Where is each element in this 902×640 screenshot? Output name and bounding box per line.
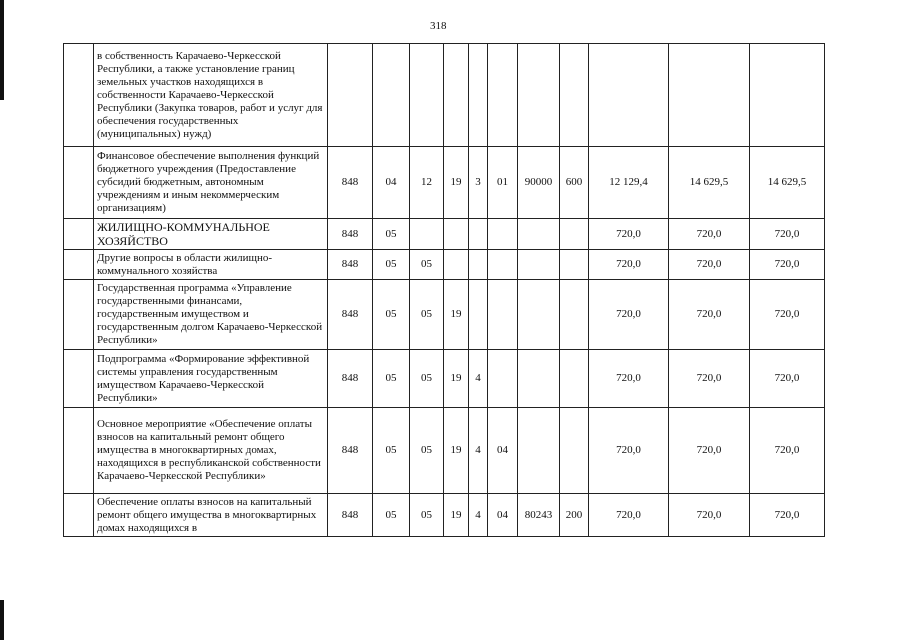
row-description: Финансовое обеспечение выполнения функций бюджетного учреждения (Предоставление субсидий бюджетным, автономным учреждениям и иным некоммерческим организациям) (94, 147, 328, 219)
row-description: ЖИЛИЩНО-КОММУНАЛЬНОЕ ХОЗЯЙСТВО (94, 219, 328, 250)
cell-section: 05 (373, 350, 410, 408)
cell-sum-2 (669, 44, 750, 147)
blank-cell (64, 250, 94, 280)
cell-ministry: 848 (328, 494, 373, 537)
cell-subsection: 05 (410, 408, 444, 494)
table-row (64, 250, 825, 280)
cell-event: 01 (488, 147, 518, 219)
cell-expense-type: 600 (560, 147, 589, 219)
cell-sum-3: 720,0 (750, 408, 825, 494)
cell-sum-3: 720,0 (750, 280, 825, 350)
cell-event (488, 250, 518, 280)
cell-direction: 90000 (518, 147, 560, 219)
cell-sum-2: 720,0 (669, 280, 750, 350)
cell-subprogram: 4 (469, 350, 488, 408)
cell-sum-3: 720,0 (750, 350, 825, 408)
cell-sum-3: 720,0 (750, 219, 825, 250)
cell-event (488, 280, 518, 350)
scan-edge-mark-bottom (0, 600, 4, 640)
cell-sum-3: 720,0 (750, 250, 825, 280)
table-row (64, 350, 825, 408)
cell-subsection (410, 219, 444, 250)
cell-ministry: 848 (328, 147, 373, 219)
cell-expense-type (560, 350, 589, 408)
cell-direction (518, 44, 560, 147)
cell-ministry: 848 (328, 408, 373, 494)
row-description: Обеспечение оплаты взносов на капитальный ремонт общего имущества в многоквартирных домах находящихся в (94, 494, 328, 537)
table-row (64, 280, 825, 350)
cell-sum-2: 720,0 (669, 250, 750, 280)
cell-sum-3 (750, 44, 825, 147)
cell-sum-1: 720,0 (589, 494, 669, 537)
cell-program (444, 250, 469, 280)
cell-subprogram: 4 (469, 408, 488, 494)
cell-expense-type (560, 219, 589, 250)
cell-sum-1: 720,0 (589, 408, 669, 494)
table-row (64, 147, 825, 219)
cell-expense-type (560, 408, 589, 494)
cell-direction (518, 250, 560, 280)
cell-section: 05 (373, 219, 410, 250)
cell-ministry (328, 44, 373, 147)
cell-sum-1: 12 129,4 (589, 147, 669, 219)
cell-ministry: 848 (328, 350, 373, 408)
cell-expense-type (560, 44, 589, 147)
cell-section: 05 (373, 250, 410, 280)
row-description: Государственная программа «Управление государственными финансами, государственным имуществом и государственным долгом Карачаево-Черкесской Республики» (94, 280, 328, 350)
cell-sum-1 (589, 44, 669, 147)
table-row (64, 408, 825, 494)
cell-direction (518, 350, 560, 408)
cell-sum-1: 720,0 (589, 250, 669, 280)
cell-sum-3: 720,0 (750, 494, 825, 537)
blank-cell (64, 280, 94, 350)
cell-subsection: 05 (410, 250, 444, 280)
cell-event (488, 44, 518, 147)
cell-subsection (410, 44, 444, 147)
cell-direction: 80243 (518, 494, 560, 537)
cell-subprogram (469, 219, 488, 250)
cell-subsection: 05 (410, 280, 444, 350)
cell-sum-1: 720,0 (589, 350, 669, 408)
cell-subsection: 12 (410, 147, 444, 219)
blank-cell (64, 494, 94, 537)
cell-sum-2: 14 629,5 (669, 147, 750, 219)
scan-edge-mark-top (0, 0, 4, 100)
cell-program: 19 (444, 147, 469, 219)
cell-ministry: 848 (328, 250, 373, 280)
cell-direction (518, 408, 560, 494)
cell-sum-2: 720,0 (669, 219, 750, 250)
cell-expense-type (560, 250, 589, 280)
cell-sum-1: 720,0 (589, 219, 669, 250)
cell-subprogram (469, 280, 488, 350)
blank-cell (64, 147, 94, 219)
cell-sum-1: 720,0 (589, 280, 669, 350)
cell-section (373, 44, 410, 147)
row-description: в собственность Карачаево-Черкесской Республики, а также установление границ земельных участков находящихся в собственности Карачаево-Черкесской Республики (Закупка товаров, работ и услуг для обеспечения государственных (муниципальных) нужд) (94, 44, 328, 147)
blank-cell (64, 219, 94, 250)
cell-section: 05 (373, 494, 410, 537)
table-row (64, 219, 825, 250)
table-row (64, 44, 825, 147)
cell-event: 04 (488, 408, 518, 494)
cell-ministry: 848 (328, 219, 373, 250)
table-body (64, 44, 825, 537)
budget-table (63, 43, 825, 537)
cell-program: 19 (444, 280, 469, 350)
cell-section: 04 (373, 147, 410, 219)
row-description: Другие вопросы в области жилищно-коммунального хозяйства (94, 250, 328, 280)
cell-program: 19 (444, 408, 469, 494)
cell-ministry: 848 (328, 280, 373, 350)
cell-program (444, 219, 469, 250)
cell-section: 05 (373, 408, 410, 494)
page-number: 318 (430, 20, 447, 32)
cell-expense-type: 200 (560, 494, 589, 537)
cell-subsection: 05 (410, 350, 444, 408)
cell-subprogram: 3 (469, 147, 488, 219)
cell-event: 04 (488, 494, 518, 537)
blank-cell (64, 408, 94, 494)
blank-cell (64, 350, 94, 408)
cell-event (488, 219, 518, 250)
cell-program: 19 (444, 494, 469, 537)
cell-subsection: 05 (410, 494, 444, 537)
cell-event (488, 350, 518, 408)
cell-expense-type (560, 280, 589, 350)
cell-direction (518, 219, 560, 250)
cell-subprogram: 4 (469, 494, 488, 537)
cell-sum-2: 720,0 (669, 408, 750, 494)
row-description: Основное мероприятие «Обеспечение оплаты взносов на капитальный ремонт общего имущества в многоквартирных домах, находящихся в республиканской собственности Карачаево-Черкесской Республики» (94, 408, 328, 494)
cell-program (444, 44, 469, 147)
cell-section: 05 (373, 280, 410, 350)
row-description: Подпрограмма «Формирование эффективной системы управления государственным имуществом Карачаево-Черкесской Республики» (94, 350, 328, 408)
cell-subprogram (469, 44, 488, 147)
cell-program: 19 (444, 350, 469, 408)
cell-sum-2: 720,0 (669, 494, 750, 537)
cell-direction (518, 280, 560, 350)
cell-subprogram (469, 250, 488, 280)
cell-sum-2: 720,0 (669, 350, 750, 408)
blank-cell (64, 44, 94, 147)
cell-sum-3: 14 629,5 (750, 147, 825, 219)
table-row (64, 494, 825, 537)
